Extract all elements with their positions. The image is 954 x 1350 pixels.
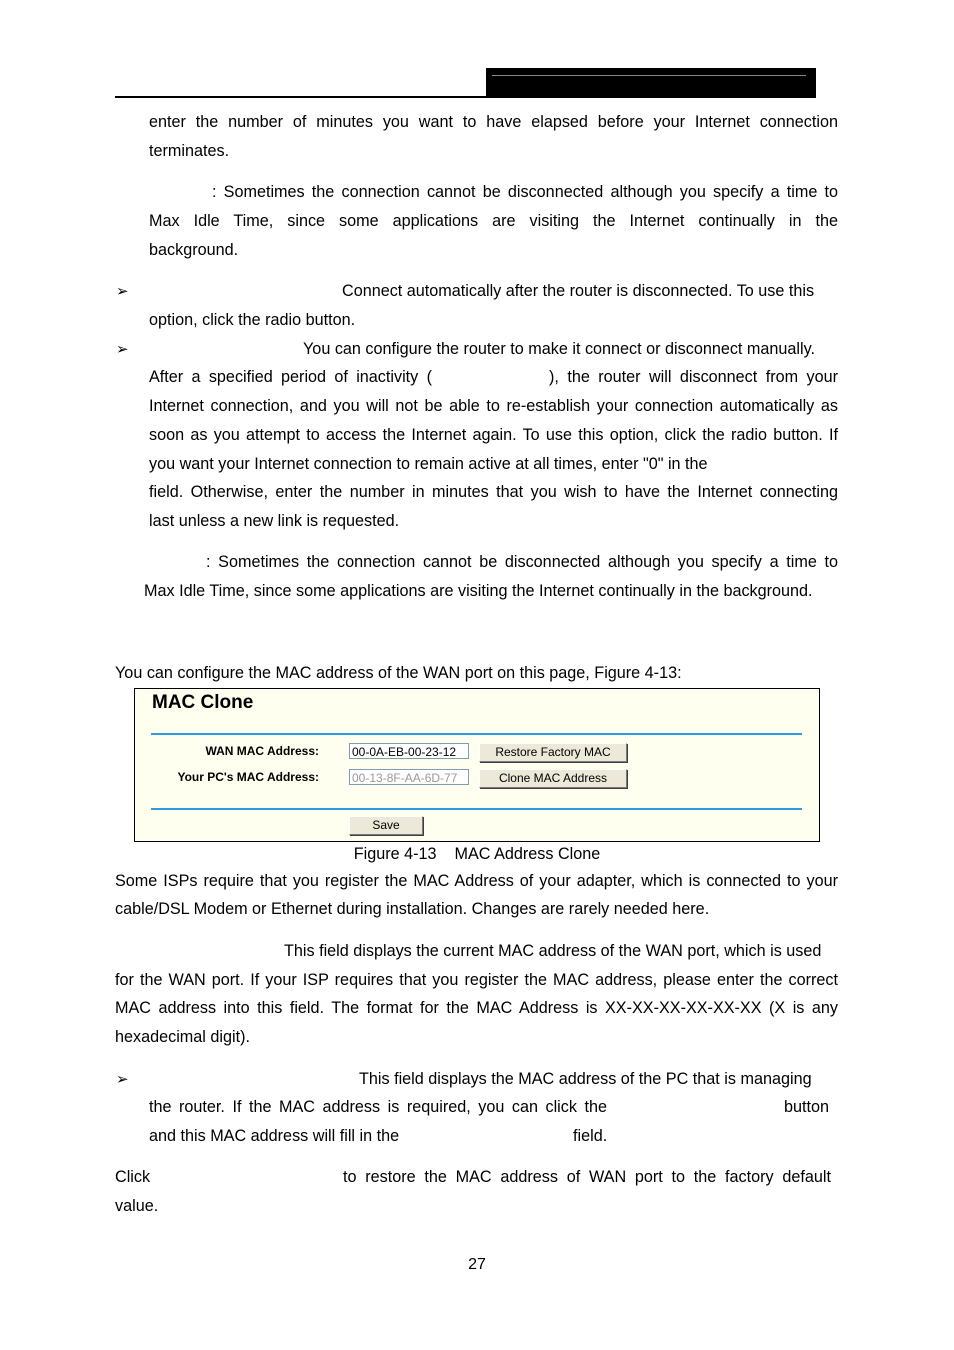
bullet-line: you want your Internet connection to remain active at all times, enter "0" in the: [149, 455, 708, 473]
bullet-line: soon as you attempt to access the Internet again. To use this option, click the radio button. If: [149, 426, 838, 444]
paragraph-line: for the WAN port. If your ISP requires that you register the MAC address, please enter the correct: [115, 971, 838, 989]
page-number: 27: [468, 1256, 486, 1273]
panel-bottom-rule: [151, 808, 802, 810]
paragraph-line: to restore the MAC address of WAN port to the factory default: [343, 1168, 831, 1186]
bullet-line: You can configure the router to make it connect or disconnect manually.: [303, 340, 815, 358]
wan-mac-input[interactable]: 00-0A-EB-00-23-12: [349, 743, 469, 759]
figure-caption: Figure 4-13 MAC Address Clone: [353, 845, 601, 863]
paragraph-line: Click: [115, 1168, 151, 1186]
bullet-line: Connect automatically after the router is disconnected. To use this: [342, 282, 815, 300]
paragraph-line: terminates.: [149, 142, 230, 160]
panel-title: MAC Clone: [152, 692, 254, 713]
header-rule: [115, 96, 487, 98]
paragraph-line: value.: [115, 1197, 159, 1215]
bullet-line: field.: [573, 1127, 608, 1145]
note-line: Max Idle Time, since some applications are visiting the Internet continually in the background.: [144, 582, 813, 600]
paragraph-line: MAC address into this field. The format for the MAC Address is XX-XX-XX-XX-XX-XX (X is any: [115, 999, 838, 1017]
note-line: background.: [149, 241, 239, 259]
bullet-line: After a specified period of inactivity (: [149, 368, 432, 386]
bullet-line: This field displays the MAC address of the PC that is managing: [359, 1070, 812, 1088]
paragraph-line: Some ISPs require that you register the MAC Address of your adapter, which is connected to your: [115, 872, 838, 890]
bullet-arrow-icon: ➢: [116, 1071, 129, 1088]
bullet-line: ), the router will disconnect from your: [549, 368, 838, 386]
bullet-arrow-icon: ➢: [116, 283, 129, 300]
bullet-line: field. Otherwise, enter the number in minutes that you wish to have the Internet connecting: [149, 483, 838, 501]
bullet-arrow-icon: ➢: [116, 341, 129, 358]
bullet-line: button: [784, 1098, 830, 1116]
header-inner-line: [492, 75, 806, 76]
save-button[interactable]: Save: [349, 816, 423, 835]
paragraph-line: enter the number of minutes you want to have elapsed before your Internet connection: [149, 113, 838, 131]
bullet-line: Internet connection, and you will not be able to re-establish your connection automatically as: [149, 397, 838, 415]
note-line: Max Idle Time, since some applications are visiting the Internet continually in the: [149, 212, 838, 230]
header-block: [486, 68, 816, 98]
bullet-line: last unless a new link is requested.: [149, 512, 400, 530]
bullet-line: the router. If the MAC address is required, you can click the: [149, 1098, 607, 1116]
bullet-line: and this MAC address will fill in the: [149, 1127, 400, 1145]
intro-text: You can configure the MAC address of the WAN port on this page, Figure 4-13:: [115, 664, 682, 682]
pc-mac-input: 00-13-8F-AA-6D-77: [349, 769, 469, 785]
panel-top-rule: [151, 733, 802, 735]
note-line: : Sometimes the connection cannot be disconnected although you specify a time to: [212, 183, 838, 201]
pc-mac-label: Your PC's MAC Address:: [177, 770, 319, 784]
paragraph-line: cable/DSL Modem or Ethernet during installation. Changes are rarely needed here.: [115, 900, 710, 918]
note-line: : Sometimes the connection cannot be disconnected although you specify a time to: [206, 553, 838, 571]
clone-mac-address-button[interactable]: Clone MAC Address: [479, 769, 627, 788]
paragraph-line: This field displays the current MAC address of the WAN port, which is used: [284, 942, 822, 960]
mac-clone-panel: [134, 688, 820, 842]
restore-factory-mac-button[interactable]: Restore Factory MAC: [479, 743, 627, 762]
paragraph-line: hexadecimal digit).: [115, 1028, 250, 1046]
bullet-line: option, click the radio button.: [149, 311, 356, 329]
wan-mac-label: WAN MAC Address:: [205, 744, 319, 758]
